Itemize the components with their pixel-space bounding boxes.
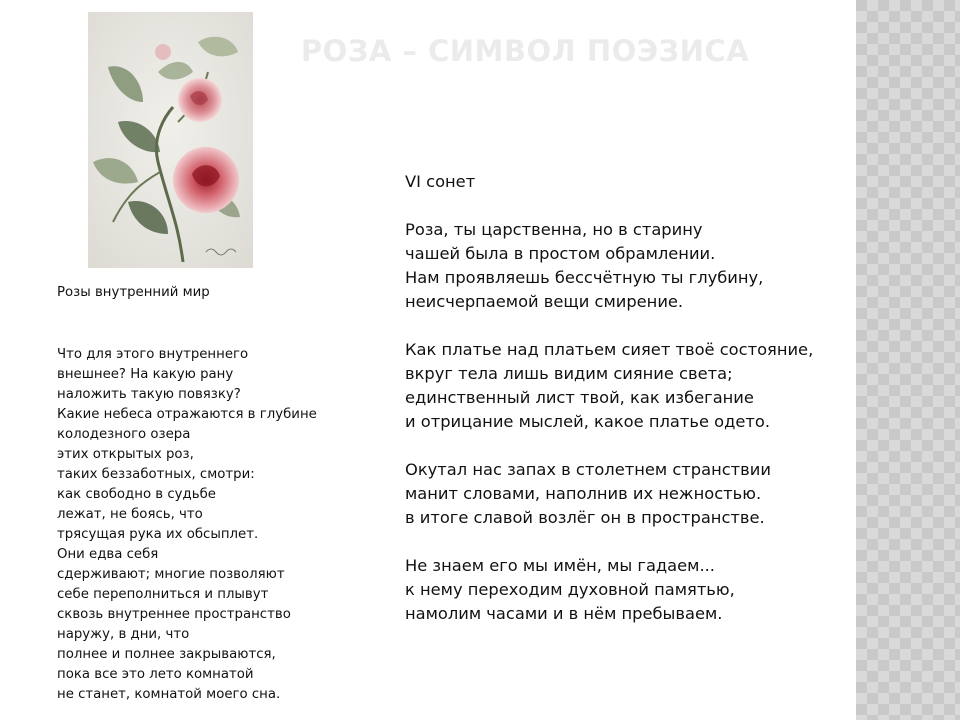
poem-line: не станет, комнатой моего сна. — [57, 687, 281, 702]
poem-line: наружу, в дни, что — [57, 627, 190, 642]
sonnet-line: к нему переходим духовной памятью, — [405, 580, 735, 599]
poem-line: сквозь внутреннее пространство — [57, 607, 291, 622]
sonnet-line: Окутал нас запах в столетнем странствии — [405, 460, 771, 479]
sonnet-line: манит словами, наполнив их нежностью. — [405, 484, 762, 503]
sonnet-line: Роза, ты царственна, но в старину — [405, 220, 703, 239]
sonnet-stanza-2 — [405, 338, 855, 434]
poem-line: таких беззаботных, смотри: — [57, 467, 255, 482]
poem-line: как свободно в судьбе — [57, 487, 216, 502]
sonnet-line: единственный лист твой, как избегание — [405, 388, 754, 407]
poem-line: Какие небеса отражаются в глубине — [57, 407, 317, 422]
poem-line: Что для этого внутреннего — [57, 347, 249, 362]
left-poem — [57, 345, 357, 705]
poem-line: полнее и полнее закрываются, — [57, 647, 276, 662]
sonnet-stanza-4 — [405, 554, 855, 626]
poem-line: пока все это лето комнатой — [57, 667, 254, 682]
poem-line: трясущая рука их обсыплет. — [57, 527, 259, 542]
sonnet-line: намолим часами и в нём пребываем. — [405, 604, 723, 623]
sonnet-line: Не знаем его мы имён, мы гадаем... — [405, 556, 715, 575]
sonnet-line: Нам проявляешь бессчётную ты глубину, — [405, 268, 764, 287]
rose-painting-image — [88, 12, 253, 268]
sonnet-stanza-1 — [405, 218, 855, 314]
sonnet-stanza-3 — [405, 458, 855, 530]
sonnet-line: вкруг тела лишь видим сияние света; — [405, 364, 733, 383]
poem-line: наложить такую повязку? — [57, 387, 241, 402]
poem-line: себе переполниться и плывут — [57, 587, 269, 602]
poem-line: Они едва себя — [57, 547, 159, 562]
decorative-side-strip — [856, 0, 960, 720]
sonnet-block — [405, 170, 855, 650]
poem-line: этих открытых роз, — [57, 447, 194, 462]
painting-caption: Розы внутренний мир — [57, 285, 210, 300]
slide-title: РОЗА – СИМВОЛ ПОЭЗИСА — [300, 34, 750, 68]
poem-line: колодезного озера — [57, 427, 191, 442]
poem-line: внешнее? На какую рану — [57, 367, 234, 382]
sonnet-title: VI сонет — [405, 172, 476, 191]
poem-line: сдерживают; многие позволяют — [57, 567, 285, 582]
sonnet-line: неисчерпаемой вещи смирение. — [405, 292, 684, 311]
poem-line: лежат, не боясь, что — [57, 507, 203, 522]
sonnet-line: в итоге славой возлёг он в пространстве. — [405, 508, 765, 527]
sonnet-line: Как платье над платьем сияет твоё состояние, — [405, 340, 814, 359]
sonnet-line: чашей была в простом обрамлении. — [405, 244, 716, 263]
sonnet-line: и отрицание мыслей, какое платье одето. — [405, 412, 770, 431]
